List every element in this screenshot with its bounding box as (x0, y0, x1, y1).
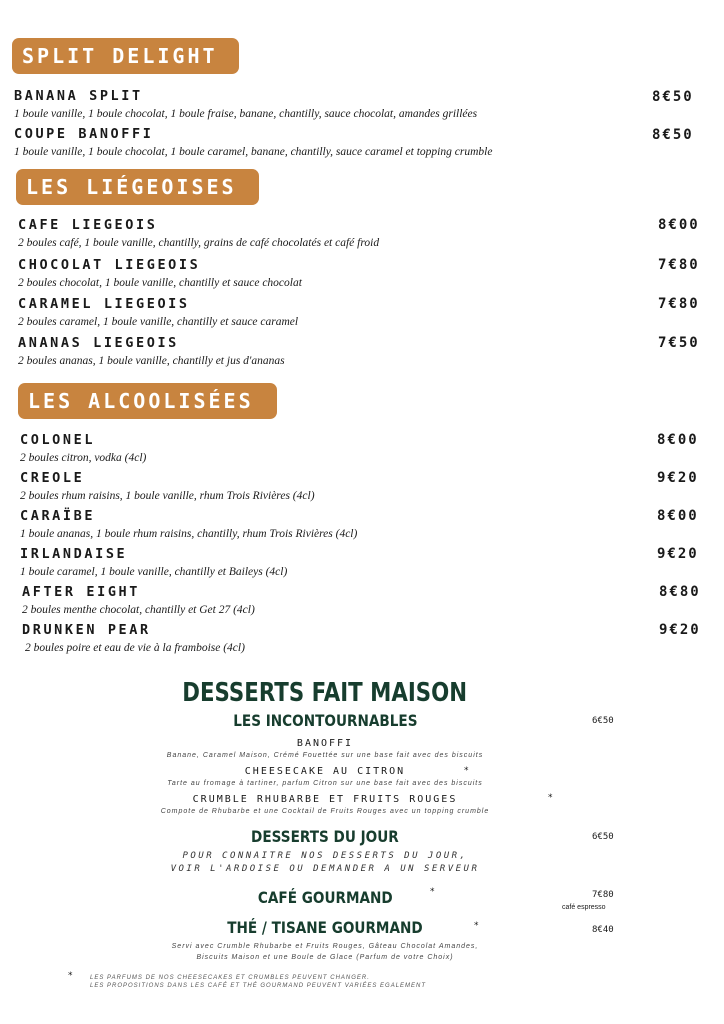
section-title-split-delight: SPLIT DELIGHT (12, 38, 239, 74)
item-name: CREOLE (20, 470, 85, 486)
item-price: 9€20 (659, 622, 701, 638)
item-name: ANANAS LIEGEOIS (18, 335, 179, 351)
dessert-name-crumble: CRUMBLE RHUBARBE ET FRUITS ROUGES (192, 794, 458, 805)
item-name: BANANA SPLIT (14, 88, 143, 104)
the-gourmand-line-1: Servi avec Crumble Rhubarbe et Fruits Rouges, Gâteau Chocolat Amandes, (171, 943, 479, 950)
menu-item (20, 432, 146, 466)
item-price: 8€80 (659, 584, 701, 600)
the-gourmand-title: THÉ / TISANE GOURMAND (227, 918, 423, 937)
item-price: 7€80 (658, 257, 700, 273)
item-name: COLONEL (20, 432, 96, 448)
item-price: 8€00 (657, 508, 699, 524)
item-price: 7€80 (658, 296, 700, 312)
item-name: CARAÏBE (20, 508, 96, 524)
item-price: 9€20 (657, 546, 699, 562)
item-price: 7€50 (658, 335, 700, 351)
item-description: 2 boules poire et eau de vie à la framboise (4cl) (25, 642, 245, 654)
item-name: CAFE LIEGEOIS (18, 217, 158, 233)
item-price: 8€00 (657, 432, 699, 448)
incontournables-title: LES INCONTOURNABLES (232, 711, 418, 730)
item-description: 2 boules ananas, 1 boule vanille, chantilly et jus d'ananas (18, 355, 285, 367)
dessert-desc-crumble: Compote de Rhubarbe et une Cocktail de Fruits Rouges avec un topping crumble (160, 808, 490, 815)
item-name: IRLANDAISE (20, 546, 128, 562)
asterisk-mark: * (464, 766, 469, 776)
item-description: 2 boules caramel, 1 boule vanille, chantilly et sauce caramel (18, 316, 299, 328)
item-description: 1 boule caramel, 1 boule vanille, chantilly et Baileys (4cl) (20, 566, 288, 578)
menu-item (14, 126, 492, 160)
item-name: CARAMEL LIEGEOIS (18, 296, 190, 312)
item-description: 2 boules menthe chocolat, chantilly et Get 27 (4cl) (22, 604, 255, 616)
menu-item (18, 296, 298, 330)
cafe-gourmand-note: café espresso (562, 904, 606, 911)
desserts-du-jour-title: DESSERTS DU JOUR (251, 827, 399, 846)
item-name: COUPE BANOFFI (14, 126, 154, 142)
item-description: 2 boules rhum raisins, 1 boule vanille, rhum Trois Rivières (4cl) (20, 490, 315, 502)
menu-item (18, 257, 302, 291)
cafe-gourmand-price: 7€80 (592, 890, 614, 900)
du-jour-line-1: POUR CONNAITRE NOS DESSERTS DU JOUR, (182, 851, 468, 861)
menu-item (22, 584, 255, 618)
dessert-desc-cheesecake: Tarte au fromage à tartiner, parfum Citron sur une base fait avec des biscuits (167, 780, 483, 787)
item-description: 1 boule vanille, 1 boule chocolat, 1 boule caramel, banane, chantilly, sauce caramel et topping crumble (14, 146, 493, 158)
the-gourmand-price: 8€40 (592, 925, 614, 935)
item-description: 2 boules café, 1 boule vanille, chantilly, grains de café chocolatés et café froid (18, 237, 380, 249)
item-description: 1 boule vanille, 1 boule chocolat, 1 boule fraise, banane, chantilly, sauce chocolat, amandes grillées (14, 108, 478, 120)
item-price: 8€00 (658, 217, 700, 233)
asterisk-mark: * (430, 887, 435, 897)
menu-item (18, 217, 379, 251)
item-price: 9€20 (657, 470, 699, 486)
menu-item (20, 508, 357, 542)
item-name: AFTER EIGHT (22, 584, 141, 600)
menu-item (14, 88, 477, 122)
menu-item (20, 470, 315, 504)
item-description: 2 boules citron, vodka (4cl) (20, 452, 147, 464)
item-description: 1 boule ananas, 1 boule rhum raisins, chantilly, rhum Trois Rivières (4cl) (20, 528, 358, 540)
desserts-title: DESSERTS FAIT MAISON (182, 678, 468, 708)
item-price: 8€50 (652, 127, 694, 143)
du-jour-line-2: VOIR L'ARDOISE OU DEMANDER A UN SERVEUR (170, 864, 480, 874)
menu-item (20, 546, 287, 580)
menu-item (22, 622, 245, 656)
desserts-du-jour-price: 6€50 (592, 832, 614, 842)
section-title-liegeoises: LES LIÉGEOISES (16, 169, 259, 205)
item-description: 2 boules chocolat, 1 boule vanille, chantilly et sauce chocolat (18, 277, 302, 289)
item-name: DRUNKEN PEAR (22, 622, 151, 638)
menu-item (18, 335, 285, 369)
section-title-alcoolisees: LES ALCOOLISÉES (18, 383, 277, 419)
asterisk-mark: * (68, 971, 73, 981)
item-price: 8€50 (652, 89, 694, 105)
cafe-gourmand-title: CAFÉ GOURMAND (257, 888, 393, 907)
dessert-desc-banoffi: Banane, Caramel Maison, Crémé Fouettée sur une base fait avec des biscuits (166, 752, 484, 759)
asterisk-mark: * (474, 921, 479, 931)
incontournables-price: 6€50 (592, 716, 614, 726)
asterisk-mark: * (548, 793, 553, 803)
item-name: CHOCOLAT LIEGEOIS (18, 257, 201, 273)
dessert-name-banoffi: BANOFFI (296, 738, 354, 749)
footnote-1: LES PARFUMS DE NOS CHEESECAKES ET CRUMBLES PEUVENT CHANGER. (90, 975, 370, 981)
footnote-2: LES PROPOSITIONS DANS LES CAFÉ ET THÉ GOURMAND PEUVENT VARIÉES EGALEMENT (90, 983, 427, 989)
dessert-name-cheesecake: CHEESECAKE AU CITRON (244, 766, 406, 777)
the-gourmand-line-2: Biscuits Maison et une Boule de Glace (Parfum de votre Choix) (196, 954, 454, 961)
